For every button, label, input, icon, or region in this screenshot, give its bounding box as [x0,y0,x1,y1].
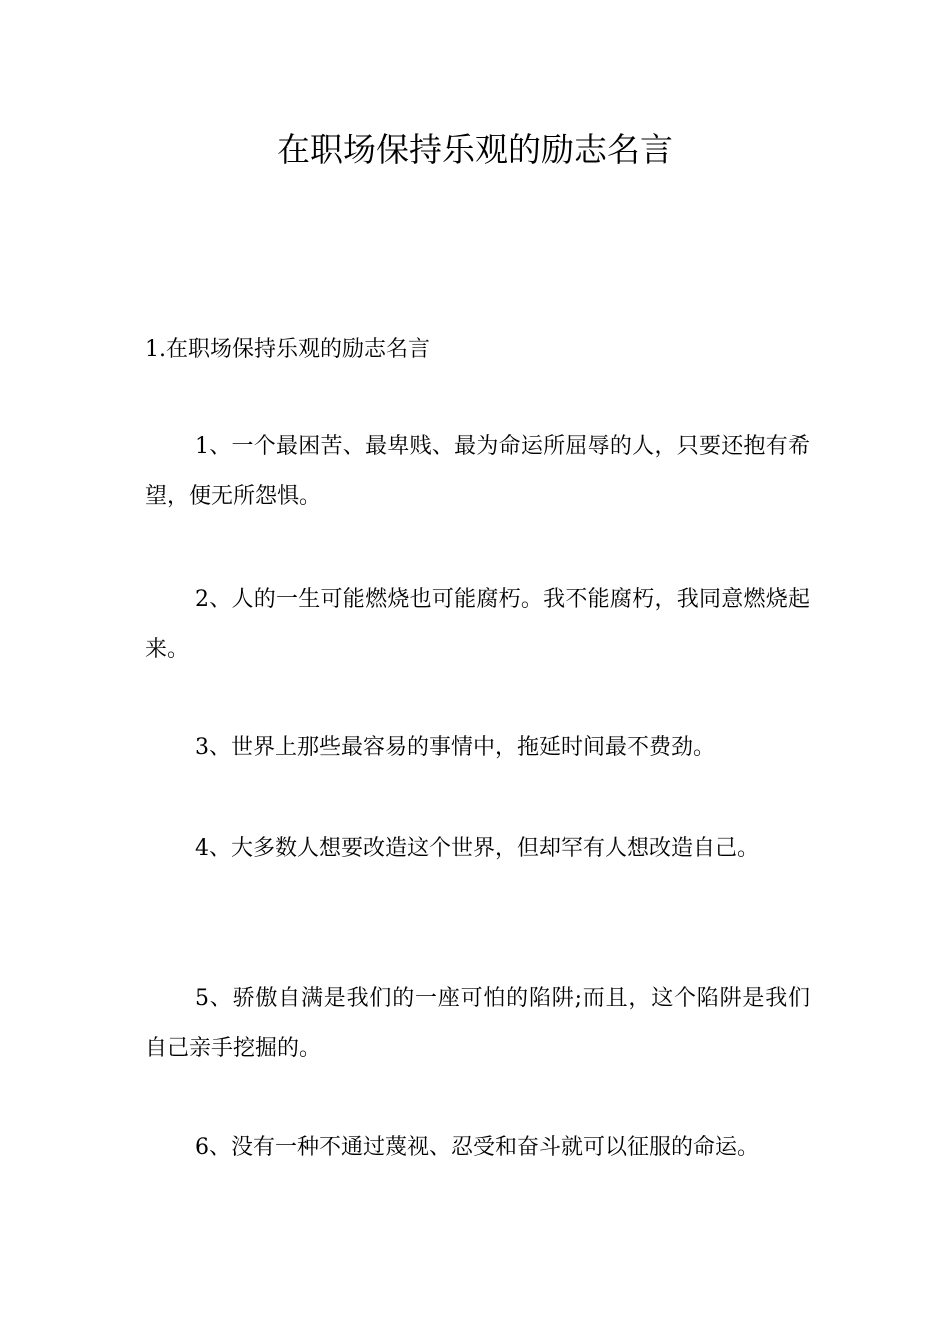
quote-paragraph-4: 4、大多数人想要改造这个世界，但却罕有人想改造自己。 [195,836,759,861]
quote-paragraph-3: 3、世界上那些最容易的事情中，拖延时间最不费劲。 [195,735,715,760]
quote-paragraph-5: 5、骄傲自满是我们的一座可怕的陷阱;而且，这个陷阱是我们自己亲手挖掘的。 [145,986,810,1061]
quote-paragraph-1: 1、一个最困苦、最卑贱、最为命运所屈辱的人，只要还抱有希望，便无所怨惧。 [145,434,810,509]
quote-paragraph-6: 6、没有一种不通过蔑视、忍受和奋斗就可以征服的命运。 [195,1135,759,1160]
section-heading: 1.在职场保持乐观的励志名言 [145,337,430,362]
page-title: 在职场保持乐观的励志名言 [277,130,673,169]
quote-paragraph-2: 2、人的一生可能燃烧也可能腐朽。我不能腐朽，我同意燃烧起来。 [145,587,810,662]
